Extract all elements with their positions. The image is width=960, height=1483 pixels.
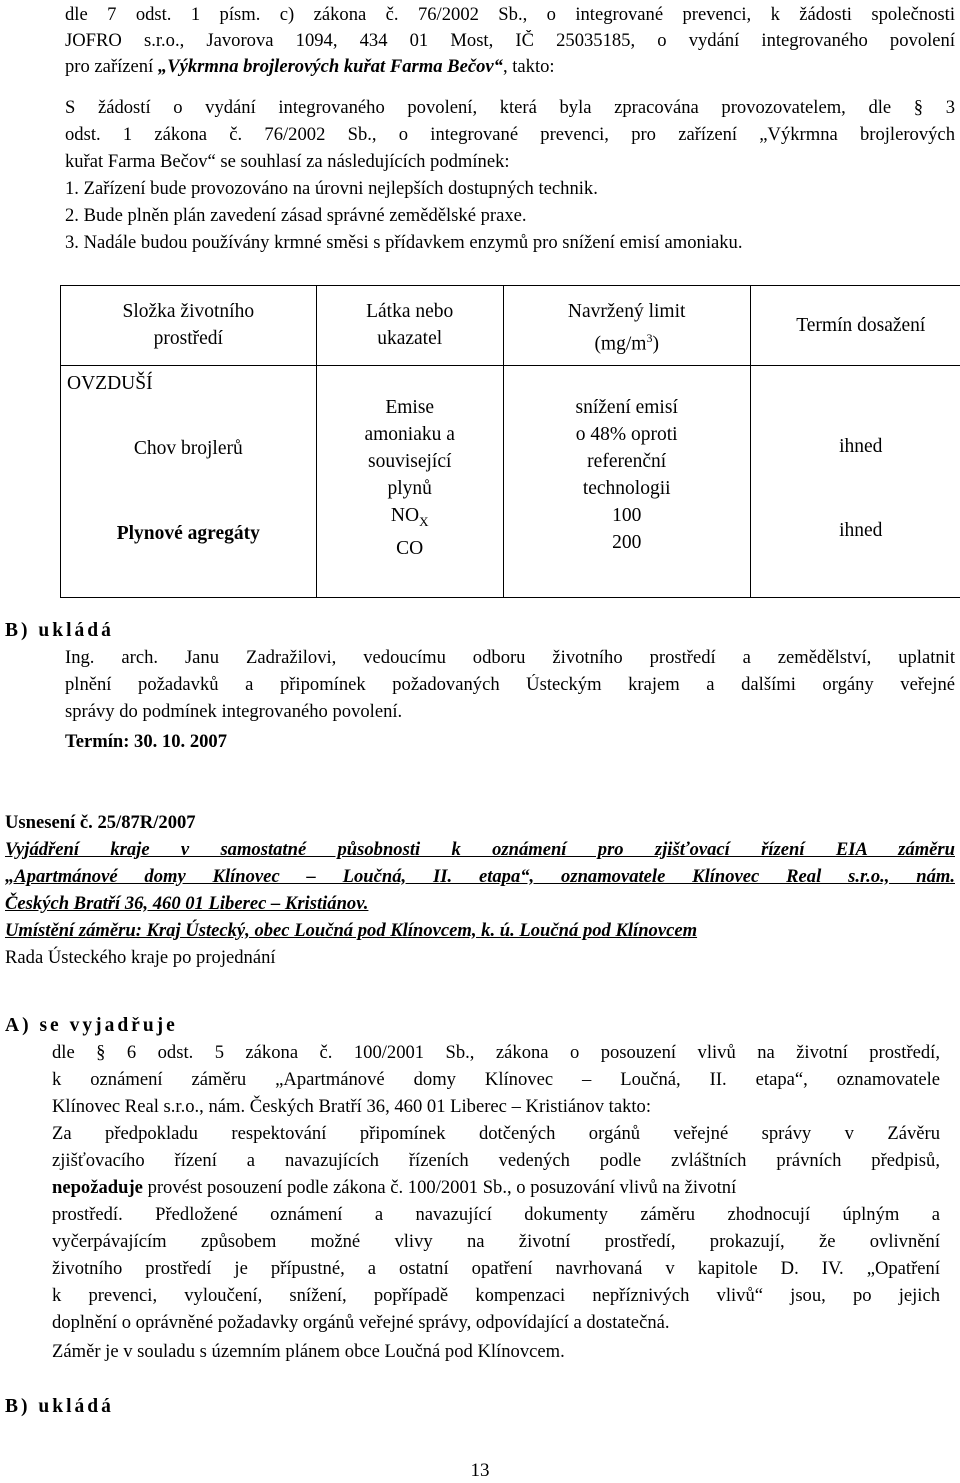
row-component bbox=[61, 366, 317, 598]
row1-limit-1: snížení emisí bbox=[575, 397, 678, 418]
row1-limit-2: o 48% oproti bbox=[575, 424, 678, 445]
a-line-9: životního prostředí je přípustné, a ostatní opatření navrhovaná v kapitole D. IV. „Opatření bbox=[52, 1258, 940, 1279]
row2-limit-1: 100 bbox=[612, 505, 642, 526]
page-number: 13 bbox=[470, 1460, 490, 1481]
intro-line-3-a: pro zařízení bbox=[65, 56, 158, 77]
table-row bbox=[61, 366, 960, 598]
resolution-intro: Rada Ústeckého kraje po projednání bbox=[5, 947, 276, 968]
a-line-2: k oznámení záměru „Apartmánové domy Klínovec – Loučná, II. etapa“, oznamovatele bbox=[52, 1069, 940, 1090]
header-limit-line-1: Navržený limit bbox=[567, 301, 686, 322]
intro-line-2: JOFRO s.r.o., Javorova 1094, 434 01 Most, IČ 25035185, o vydání integrovaného povolení bbox=[65, 30, 955, 51]
resolution-location: Umístění záměru: Kraj Ústecký, obec Loučná pod Klínovcem, k. ú. Loučná pod Klínovcem bbox=[5, 920, 698, 941]
section-a-heading: A) se vyjadřuje bbox=[5, 1015, 178, 1036]
unit-exponent: 3 bbox=[646, 331, 653, 345]
a-line-7: prostředí. Předložené oznámení a navazující dokumenty záměru zhodnocují úplným a bbox=[52, 1204, 940, 1225]
table-header-row bbox=[61, 286, 960, 366]
resolution-title-2: „Apartmánové domy Klínovec – Loučná, II. etapa“, oznamovatele Klínovec Real s.r.o., nám. bbox=[5, 866, 955, 887]
header-substance-line-2: ukazatel bbox=[377, 328, 443, 349]
b1-line-1: Ing. arch. Janu Zadražilovi, vedoucímu odboru životního prostředí a zemědělství, uplatnit bbox=[65, 647, 955, 668]
intro-line-3-c: , takto: bbox=[502, 56, 555, 77]
a-line-6-rest: provést posouzení podle zákona č. 100/2001 Sb., o posuzování vlivů na životní bbox=[142, 1177, 737, 1198]
condition-1: 1. Zařízení bude provozováno na úrovni nejlepších dostupných technik. bbox=[65, 178, 598, 199]
unit-close: ) bbox=[652, 333, 659, 355]
header-component-line-1: Složka životního bbox=[122, 301, 255, 322]
b1-deadline: Termín: 30. 10. 2007 bbox=[65, 731, 228, 752]
unit-base: (mg/m bbox=[594, 333, 647, 355]
condition-3: 3. Nadále budou používány krmné směsi s přídavkem enzymů pro snížení emisí amoniaku. bbox=[65, 232, 743, 253]
row1-substance-4: plynů bbox=[387, 478, 432, 499]
section-b2-heading: B) ukládá bbox=[5, 1396, 114, 1417]
row1-component: Chov brojlerů bbox=[133, 438, 243, 459]
resolution-title-1: Vyjádření kraje v samostatné působnosti k oznámení pro zjišťovací řízení EIA záměru bbox=[5, 839, 955, 860]
header-substance bbox=[316, 286, 503, 366]
consent-line-1: S žádostí o vydání integrovaného povolení, která byla zpracována provozovatelem, dle § 3 bbox=[65, 97, 955, 118]
section-air: OVZDUŠÍ bbox=[67, 373, 153, 394]
a-line-6 bbox=[52, 1177, 940, 1199]
header-component-line-2: prostředí bbox=[153, 328, 223, 349]
consent-line-3: kuřat Farma Bečov“ se souhlasí za následujících podmínek: bbox=[65, 151, 510, 172]
row1-substance-2: amoniaku a bbox=[364, 424, 455, 445]
row-substance bbox=[316, 366, 503, 598]
row1-limit-3: referenční bbox=[587, 451, 667, 472]
row2-substance-co: CO bbox=[396, 537, 424, 559]
a-line-10: k prevenci, vyloučení, snížení, popřípadě kompenzaci nepříznivých vlivů“ jsou, po jejich bbox=[52, 1285, 940, 1306]
a-line-1: dle § 6 odst. 5 zákona č. 100/2001 Sb., zákona o posouzení vlivů na životní prostředí, bbox=[52, 1042, 940, 1063]
row1-limit-4: technologii bbox=[582, 478, 671, 499]
header-deadline: Termín dosažení bbox=[750, 286, 960, 366]
row-deadline bbox=[750, 366, 960, 598]
intro-line-3 bbox=[65, 56, 955, 78]
section-b-heading: B) ukládá bbox=[5, 620, 114, 641]
header-substance-line-1: Látka nebo bbox=[366, 301, 454, 322]
header-component bbox=[61, 286, 317, 366]
not-required: nepožaduje bbox=[52, 1177, 143, 1198]
condition-2: 2. Bude plněn plán zavedení zásad správné zemědělské praxe. bbox=[65, 205, 527, 226]
b1-line-3: správy do podmínek integrovaného povolení. bbox=[65, 701, 403, 722]
row2-limit-2: 200 bbox=[612, 532, 642, 553]
row2-component: Plynové agregáty bbox=[116, 523, 260, 544]
header-limit bbox=[503, 286, 750, 366]
a-line-3: Klínovec Real s.r.o., nám. Českých Bratří 36, 460 01 Liberec – Kristiánov takto: bbox=[52, 1096, 652, 1117]
header-limit-unit bbox=[510, 325, 744, 358]
nox-base: NO bbox=[390, 505, 420, 526]
nox-subscript: X bbox=[419, 513, 429, 529]
a-line-5: zjišťovacího řízení a navazujících řízeních vedených podle zvláštních právních předpisů, bbox=[52, 1150, 940, 1171]
intro-line-1: dle 7 odst. 1 písm. c) zákona č. 76/2002 Sb., o integrované prevenci, k žádosti společnosti bbox=[65, 4, 955, 25]
facility-name: „Výkrmna brojlerových kuřat Farma Bečov“ bbox=[157, 56, 503, 77]
b1-line-2: plnění požadavků a připomínek požadovaných Ústeckým krajem a dalšími orgány veřejné bbox=[65, 674, 955, 695]
emission-limits-table bbox=[60, 285, 960, 598]
a-line-11: doplnění o oprávněné požadavky orgánů veřejné správy, odpovídající a dostatečná. bbox=[52, 1312, 670, 1333]
resolution-number: Usnesení č. 25/87R/2007 bbox=[5, 812, 196, 833]
consent-line-2: odst. 1 zákona č. 76/2002 Sb., o integrované prevenci, pro zařízení „Výkrmna brojlerových bbox=[65, 124, 955, 145]
row-limit bbox=[503, 366, 750, 598]
row1-substance-3: související bbox=[367, 451, 452, 472]
row2-substance-nox bbox=[323, 502, 497, 535]
row2-deadline: ihned bbox=[839, 520, 883, 541]
resolution-title-3: Českých Bratří 36, 460 01 Liberec – Kristiánov. bbox=[5, 893, 369, 914]
row1-substance-1: Emise bbox=[385, 397, 435, 418]
a-line-12: Záměr je v souladu s územním plánem obce Loučná pod Klínovcem. bbox=[52, 1341, 565, 1362]
row1-deadline: ihned bbox=[839, 436, 883, 457]
a-line-4: Za předpokladu respektování připomínek dotčených orgánů veřejné správy v Závěru bbox=[52, 1123, 940, 1144]
a-line-8: vyčerpávajícím způsobem možné vlivy na životní prostředí, prokazují, že ovlivnění bbox=[52, 1231, 940, 1252]
